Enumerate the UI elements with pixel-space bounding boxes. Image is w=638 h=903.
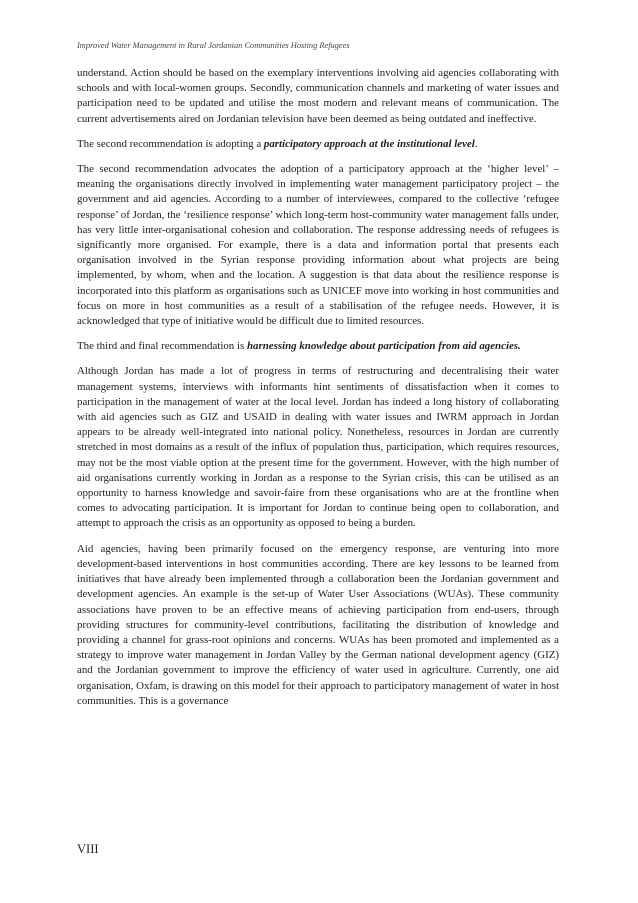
running-header: Improved Water Management in Rural Jordanian Communities Hosting Refugees (77, 41, 350, 50)
paragraph-4 (77, 339, 559, 354)
emphasis-harnessing-knowledge: harnessing knowledge about participation from aid agencies. (246, 340, 521, 353)
paragraph-6: Aid agencies, having been primarily focused on the emergency response, are venturing into more development-based interventions in host communities according. There are key lessons to be learned from initiatives that have already been implemented through a collaboration been the Jordanian government and development agencies. An example is the set-up of Water User Associations (WUAs). These community associations have proven to be an effective means of achieving participation from end-users, through providing structures for community-level contributions, facilitating the distribution of knowledge and providing a channel for grass-root opinions and concerns. WUAs has been promoted and implemented as a strategy to improve water management in Jordan Valley by the German national development agency (GIZ) and the Jordanian government to improve the efficiency of water used in agriculture. Currently, one aid organisation, Oxfam, is drawing on this model for their approach to participatory management of water in host communities. This is a governance (77, 542, 559, 707)
paragraph-2 (77, 137, 559, 152)
paragraph-2-tail: . (474, 137, 478, 150)
paragraph-1: understand. Action should be based on the exemplary interventions involving aid agencies collaborating with schools and with local-women groups. Secondly, communication channels and marketing of water issues and participation need to be updated and utilise the most modern and relevant means of communication. The current advertisements aired on Jordanian television have been deemed as being outdated and ineffective. (77, 67, 559, 125)
page-number: VIII (77, 842, 99, 856)
emphasis-participatory-approach: participatory approach at the institutional level (263, 137, 475, 150)
paragraph-3: The second recommendation advocates the adoption of a participatory approach at the ‘higher level’ – meaning the organisations directly involved in implementing water management participatory project – the government and aid agencies. According to a number of interviewees, compared to the collective ‘refugee response’ of Jordan, the ‘resilience response’ which long-term host-community water management falls under, has very little inter-organisational cohesion and collaboration. The response addressing needs of refugees is significantly more organised. For example, there is a data and information portal that presents each organisation involved in the Syrian response providing information about what projects are being implemented, by whom, when and the location. A suggestion is that data about the resilience response is incorporated into this platform as organisations such as UNICEF move into working in host communities and focus on more in host communities as a result of a stabilisation of the refugee needs. However, it is acknowledged that type of initiative would be difficult due to limited resources. (77, 163, 559, 328)
paragraph-4-lead: The third and final recommendation is (77, 340, 247, 353)
paragraph-2-lead: The second recommendation is adopting a (77, 137, 264, 150)
paragraph-5: Although Jordan has made a lot of progress in terms of restructuring and decentralising their water management systems, interviews with informants hint sentiments of dissatisfaction when it comes to participation in the management of water at the local level. Jordan has indeed a long history of collaborating with aid agencies such as GIZ and USAID in dealing with water issues and IWRM approach in Jordan appears to be already well-integrated into national policy. Nonetheless, resources in Jordan are currently stretched in most domains as a result of the influx of population thus, participation, which requires resources, may not be the most viable option at the present time for the government. However, with the high number of aid organisations currently working in Jordan as a response to the Syrian crisis, this can be utilised as an opportunity to harness knowledge and savoir-faire from these organisations who are at the frontline when comes to advocating participation. It is important for Jordan to continue being open to collaboration, and attempt to approach the crisis as an opportunity as opposed to being a burden. (77, 365, 559, 530)
body-text (77, 66, 559, 719)
